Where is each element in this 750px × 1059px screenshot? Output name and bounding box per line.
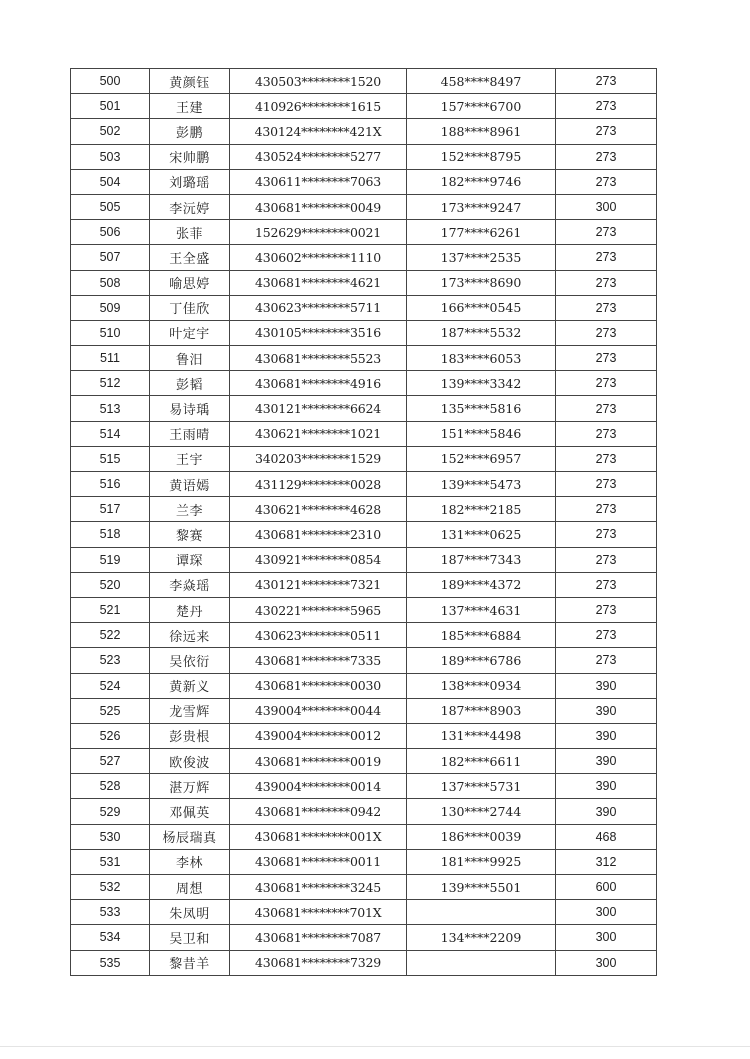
phone-number: 137****5731 — [407, 774, 556, 799]
id-number: 430681********0049 — [230, 194, 407, 219]
page-bottom-edge — [0, 1046, 750, 1047]
person-name: 彭鹏 — [150, 119, 230, 144]
id-number: 430681********2310 — [230, 522, 407, 547]
amount: 390 — [556, 698, 657, 723]
phone-number: 181****9925 — [407, 849, 556, 874]
id-number: 430621********4628 — [230, 497, 407, 522]
person-name: 宋帅鹏 — [150, 144, 230, 169]
phone-number: 135****5816 — [407, 396, 556, 421]
amount: 273 — [556, 320, 657, 345]
amount: 273 — [556, 547, 657, 572]
row-number: 515 — [71, 446, 150, 471]
person-name: 丁佳欣 — [150, 295, 230, 320]
person-name: 欧俊波 — [150, 749, 230, 774]
row-number: 533 — [71, 900, 150, 925]
id-number: 410926********1615 — [230, 94, 407, 119]
table-row — [71, 320, 657, 345]
person-name: 兰李 — [150, 497, 230, 522]
row-number: 518 — [71, 522, 150, 547]
phone-number: 182****6611 — [407, 749, 556, 774]
person-name: 王雨晴 — [150, 421, 230, 446]
table-row — [71, 522, 657, 547]
row-number: 513 — [71, 396, 150, 421]
id-number: 430681********7087 — [230, 925, 407, 950]
phone-number: 183****6053 — [407, 346, 556, 371]
amount: 273 — [556, 346, 657, 371]
table-row — [71, 849, 657, 874]
amount: 468 — [556, 824, 657, 849]
id-number: 431129********0028 — [230, 472, 407, 497]
phone-number: 137****4631 — [407, 597, 556, 622]
table-row — [71, 799, 657, 824]
phone-number: 188****8961 — [407, 119, 556, 144]
phone-number: 177****6261 — [407, 220, 556, 245]
id-number: 430681********0019 — [230, 749, 407, 774]
row-number: 516 — [71, 472, 150, 497]
id-number: 430621********1021 — [230, 421, 407, 446]
table-row — [71, 723, 657, 748]
table-row — [71, 875, 657, 900]
row-number: 517 — [71, 497, 150, 522]
row-number: 500 — [71, 69, 150, 94]
row-number: 503 — [71, 144, 150, 169]
id-number: 430681********0011 — [230, 849, 407, 874]
table-row — [71, 119, 657, 144]
phone-number: 134****2209 — [407, 925, 556, 950]
person-name: 湛万辉 — [150, 774, 230, 799]
amount: 273 — [556, 220, 657, 245]
person-name: 张菲 — [150, 220, 230, 245]
row-number: 512 — [71, 371, 150, 396]
person-name: 黎赛 — [150, 522, 230, 547]
row-number: 508 — [71, 270, 150, 295]
amount: 390 — [556, 749, 657, 774]
row-number: 509 — [71, 295, 150, 320]
phone-number: 458****8497 — [407, 69, 556, 94]
table-row — [71, 346, 657, 371]
table-row — [71, 547, 657, 572]
id-number: 430681********0030 — [230, 673, 407, 698]
table-row — [71, 245, 657, 270]
person-name: 谭琛 — [150, 547, 230, 572]
amount: 273 — [556, 522, 657, 547]
table-row — [71, 295, 657, 320]
row-number: 521 — [71, 597, 150, 622]
roster-table-body — [71, 69, 657, 976]
row-number: 507 — [71, 245, 150, 270]
amount: 273 — [556, 421, 657, 446]
person-name: 刘璐瑶 — [150, 169, 230, 194]
phone-number: 139****3342 — [407, 371, 556, 396]
id-number: 430681********4916 — [230, 371, 407, 396]
phone-number: 185****6884 — [407, 623, 556, 648]
phone-number — [407, 950, 556, 975]
table-row — [71, 69, 657, 94]
table-row — [71, 648, 657, 673]
amount: 273 — [556, 144, 657, 169]
id-number: 430681********7335 — [230, 648, 407, 673]
row-number: 514 — [71, 421, 150, 446]
id-number: 439004********0044 — [230, 698, 407, 723]
amount: 273 — [556, 597, 657, 622]
phone-number: 166****0545 — [407, 295, 556, 320]
id-number: 430681********0942 — [230, 799, 407, 824]
amount: 300 — [556, 925, 657, 950]
row-number: 534 — [71, 925, 150, 950]
phone-number: 131****0625 — [407, 522, 556, 547]
table-row — [71, 774, 657, 799]
table-row — [71, 623, 657, 648]
table-row — [71, 698, 657, 723]
phone-number: 139****5473 — [407, 472, 556, 497]
amount: 273 — [556, 69, 657, 94]
phone-number: 189****4372 — [407, 572, 556, 597]
person-name: 龙雪辉 — [150, 698, 230, 723]
amount: 273 — [556, 472, 657, 497]
amount: 390 — [556, 774, 657, 799]
id-number: 430681********7329 — [230, 950, 407, 975]
phone-number: 151****5846 — [407, 421, 556, 446]
row-number: 532 — [71, 875, 150, 900]
phone-number: 173****9247 — [407, 194, 556, 219]
id-number: 430681********701X — [230, 900, 407, 925]
roster-table — [70, 68, 657, 976]
person-name: 叶定宇 — [150, 320, 230, 345]
person-name: 朱凤明 — [150, 900, 230, 925]
row-number: 535 — [71, 950, 150, 975]
phone-number: 182****2185 — [407, 497, 556, 522]
phone-number: 152****6957 — [407, 446, 556, 471]
id-number: 430681********4621 — [230, 270, 407, 295]
id-number: 439004********0014 — [230, 774, 407, 799]
row-number: 502 — [71, 119, 150, 144]
table-row — [71, 421, 657, 446]
amount: 273 — [556, 169, 657, 194]
person-name: 彭韬 — [150, 371, 230, 396]
table-row — [71, 270, 657, 295]
phone-number: 187****8903 — [407, 698, 556, 723]
row-number: 530 — [71, 824, 150, 849]
table-row — [71, 94, 657, 119]
table-row — [71, 900, 657, 925]
id-number: 430681********001X — [230, 824, 407, 849]
id-number: 430623********5711 — [230, 295, 407, 320]
row-number: 524 — [71, 673, 150, 698]
person-name: 王建 — [150, 94, 230, 119]
table-row — [71, 597, 657, 622]
person-name: 黄新义 — [150, 673, 230, 698]
amount: 273 — [556, 497, 657, 522]
row-number: 511 — [71, 346, 150, 371]
table-row — [71, 472, 657, 497]
person-name: 杨辰瑞真 — [150, 824, 230, 849]
id-number: 430681********5523 — [230, 346, 407, 371]
table-row — [71, 673, 657, 698]
amount: 273 — [556, 94, 657, 119]
person-name: 徐远来 — [150, 623, 230, 648]
amount: 273 — [556, 648, 657, 673]
amount: 273 — [556, 295, 657, 320]
person-name: 王全盛 — [150, 245, 230, 270]
person-name: 喻思婷 — [150, 270, 230, 295]
amount: 273 — [556, 623, 657, 648]
amount: 390 — [556, 799, 657, 824]
row-number: 522 — [71, 623, 150, 648]
id-number: 430124********421X — [230, 119, 407, 144]
phone-number: 139****5501 — [407, 875, 556, 900]
person-name: 黄颜钰 — [150, 69, 230, 94]
id-number: 430623********0511 — [230, 623, 407, 648]
row-number: 525 — [71, 698, 150, 723]
table-row — [71, 396, 657, 421]
id-number: 430503********1520 — [230, 69, 407, 94]
id-number: 430121********7321 — [230, 572, 407, 597]
phone-number: 186****0039 — [407, 824, 556, 849]
row-number: 505 — [71, 194, 150, 219]
id-number: 152629********0021 — [230, 220, 407, 245]
id-number: 430602********1110 — [230, 245, 407, 270]
person-name: 李沅婷 — [150, 194, 230, 219]
phone-number: 182****9746 — [407, 169, 556, 194]
phone-number: 157****6700 — [407, 94, 556, 119]
row-number: 504 — [71, 169, 150, 194]
amount: 273 — [556, 371, 657, 396]
amount: 273 — [556, 270, 657, 295]
table-row — [71, 371, 657, 396]
table-row — [71, 169, 657, 194]
person-name: 易诗瑀 — [150, 396, 230, 421]
amount: 390 — [556, 673, 657, 698]
table-row — [71, 497, 657, 522]
row-number: 526 — [71, 723, 150, 748]
amount: 300 — [556, 950, 657, 975]
id-number: 430524********5277 — [230, 144, 407, 169]
row-number: 529 — [71, 799, 150, 824]
amount: 390 — [556, 723, 657, 748]
phone-number — [407, 900, 556, 925]
row-number: 510 — [71, 320, 150, 345]
person-name: 李林 — [150, 849, 230, 874]
amount: 273 — [556, 572, 657, 597]
id-number: 430611********7063 — [230, 169, 407, 194]
person-name: 王宇 — [150, 446, 230, 471]
amount: 312 — [556, 849, 657, 874]
table-row — [71, 220, 657, 245]
table-row — [71, 824, 657, 849]
row-number: 527 — [71, 749, 150, 774]
table-row — [71, 144, 657, 169]
row-number: 528 — [71, 774, 150, 799]
table-row — [71, 572, 657, 597]
table-row — [71, 749, 657, 774]
person-name: 邓佩英 — [150, 799, 230, 824]
phone-number: 138****0934 — [407, 673, 556, 698]
amount: 600 — [556, 875, 657, 900]
row-number: 519 — [71, 547, 150, 572]
phone-number: 187****7343 — [407, 547, 556, 572]
phone-number: 187****5532 — [407, 320, 556, 345]
amount: 273 — [556, 245, 657, 270]
amount: 300 — [556, 194, 657, 219]
person-name: 吴卫和 — [150, 925, 230, 950]
person-name: 周想 — [150, 875, 230, 900]
person-name: 鲁汨 — [150, 346, 230, 371]
amount: 300 — [556, 900, 657, 925]
row-number: 506 — [71, 220, 150, 245]
person-name: 黎昔羊 — [150, 950, 230, 975]
phone-number: 173****8690 — [407, 270, 556, 295]
amount: 273 — [556, 119, 657, 144]
phone-number: 137****2535 — [407, 245, 556, 270]
id-number: 430121********6624 — [230, 396, 407, 421]
id-number: 430921********0854 — [230, 547, 407, 572]
phone-number: 152****8795 — [407, 144, 556, 169]
id-number: 340203********1529 — [230, 446, 407, 471]
amount: 273 — [556, 446, 657, 471]
table-row — [71, 950, 657, 975]
person-name: 李焱瑶 — [150, 572, 230, 597]
row-number: 520 — [71, 572, 150, 597]
id-number: 430681********3245 — [230, 875, 407, 900]
person-name: 彭贵根 — [150, 723, 230, 748]
amount: 273 — [556, 396, 657, 421]
row-number: 501 — [71, 94, 150, 119]
table-row — [71, 194, 657, 219]
row-number: 531 — [71, 849, 150, 874]
row-number: 523 — [71, 648, 150, 673]
person-name: 楚丹 — [150, 597, 230, 622]
phone-number: 130****2744 — [407, 799, 556, 824]
id-number: 439004********0012 — [230, 723, 407, 748]
id-number: 430105********3516 — [230, 320, 407, 345]
person-name: 黄语嫣 — [150, 472, 230, 497]
phone-number: 189****6786 — [407, 648, 556, 673]
id-number: 430221********5965 — [230, 597, 407, 622]
phone-number: 131****4498 — [407, 723, 556, 748]
table-row — [71, 446, 657, 471]
document-sheet — [70, 68, 656, 976]
person-name: 吴依衍 — [150, 648, 230, 673]
table-row — [71, 925, 657, 950]
